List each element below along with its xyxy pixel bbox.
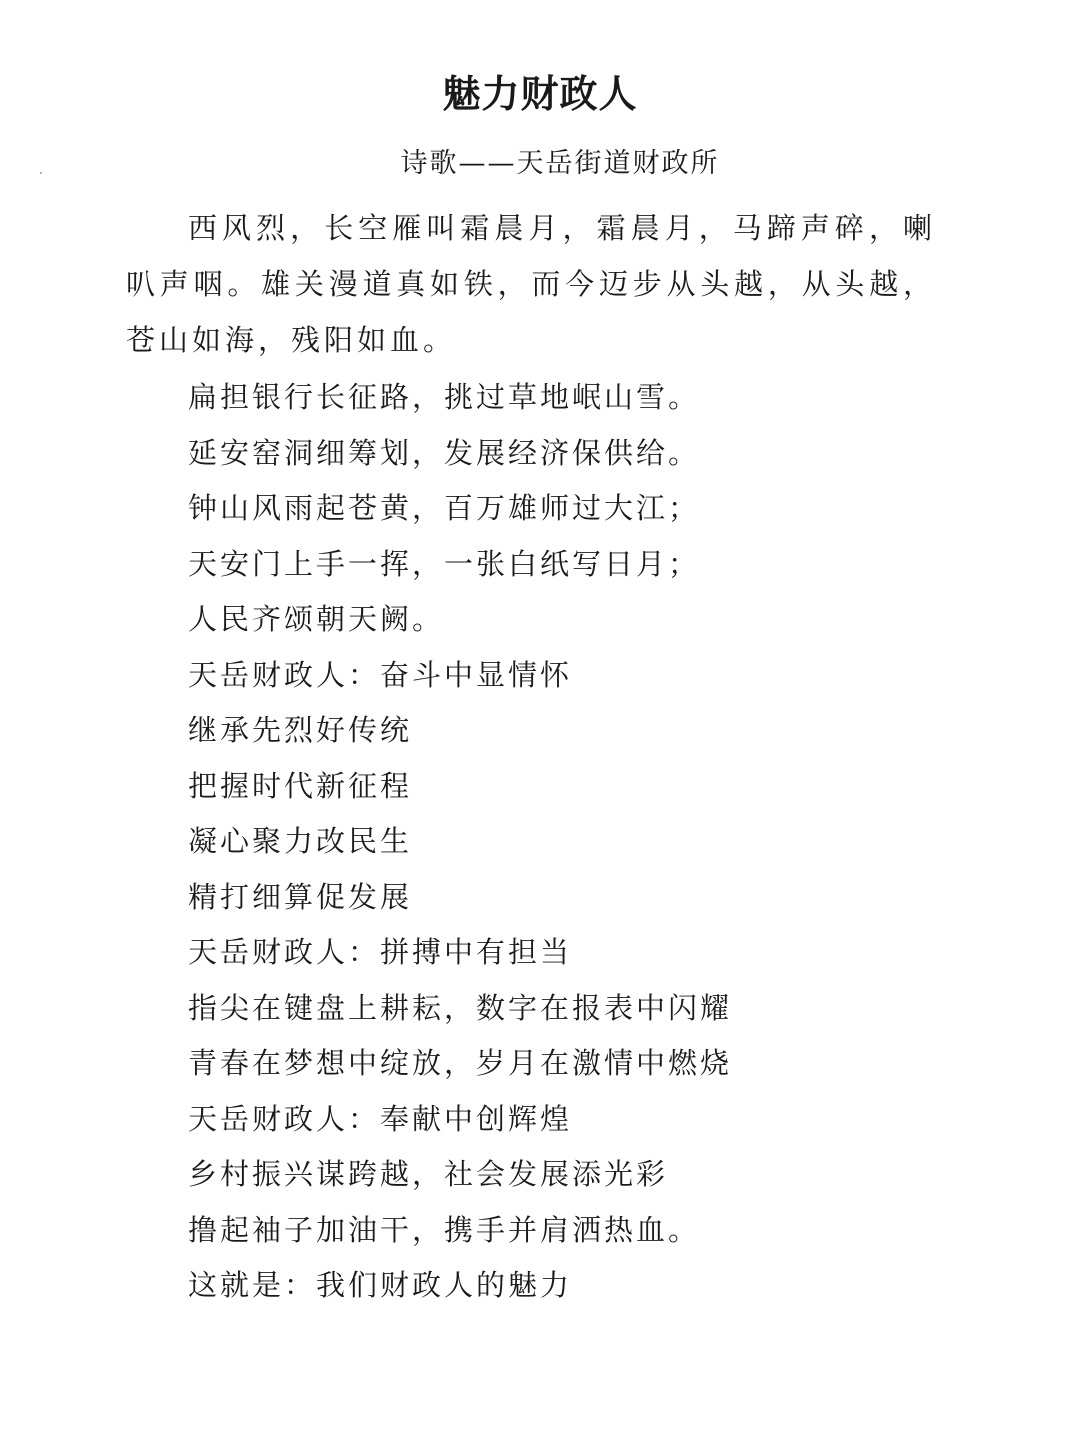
poem-line: 把握时代新征程 bbox=[188, 768, 413, 803]
poem-title: 魅力财政人 bbox=[442, 72, 638, 116]
poem-line: 天岳财政人：奉献中创辉煌 bbox=[188, 1101, 573, 1136]
poem-line: 青春在梦想中绽放，岁月在激情中燃烧 bbox=[188, 1046, 733, 1080]
intro-paragraph: 西风烈，长空雁叫霜晨月，霜晨月，马蹄声碎，喇叭声咽。雄关漫道真如铁，而今迈步从头越，从头越，苍山如海，残阳如血。 bbox=[126, 211, 936, 357]
poem-line: 精打细算促发展 bbox=[188, 879, 413, 914]
poem-line: 乡村振兴谋跨越，社会发展添光彩 bbox=[188, 1157, 669, 1191]
poem-line: 钟山风雨起苍黄，百万雄师过大江； bbox=[188, 491, 701, 525]
poem-line: 这就是：我们财政人的魅力 bbox=[188, 1268, 573, 1302]
poem-line: 扁担银行长征路，挑过草地岷山雪。 bbox=[188, 380, 701, 414]
poem-line: 撸起袖子加油干，携手并肩洒热血。 bbox=[188, 1212, 701, 1247]
poem-line: 天岳财政人：拼搏中有担当 bbox=[188, 935, 573, 969]
poem-line: 天安门上手一挥，一张白纸写日月； bbox=[188, 546, 701, 581]
poem-line: 人民齐颂朝天阙。 bbox=[188, 602, 445, 636]
poem-line: 凝心聚力改民生 bbox=[188, 824, 413, 858]
poem-line: 继承先烈好传统 bbox=[188, 713, 413, 747]
poem-line: 延安窑洞细筹划，发展经济保供给。 bbox=[188, 435, 701, 470]
poem-line: 天岳财政人：奋斗中显情怀 bbox=[188, 657, 573, 692]
poem-line: 指尖在键盘上耕耘，数字在报表中闪耀 bbox=[188, 990, 733, 1025]
poem-lines bbox=[188, 370, 988, 1314]
poem-subtitle: 诗歌——天岳街道财政所 bbox=[400, 148, 720, 179]
